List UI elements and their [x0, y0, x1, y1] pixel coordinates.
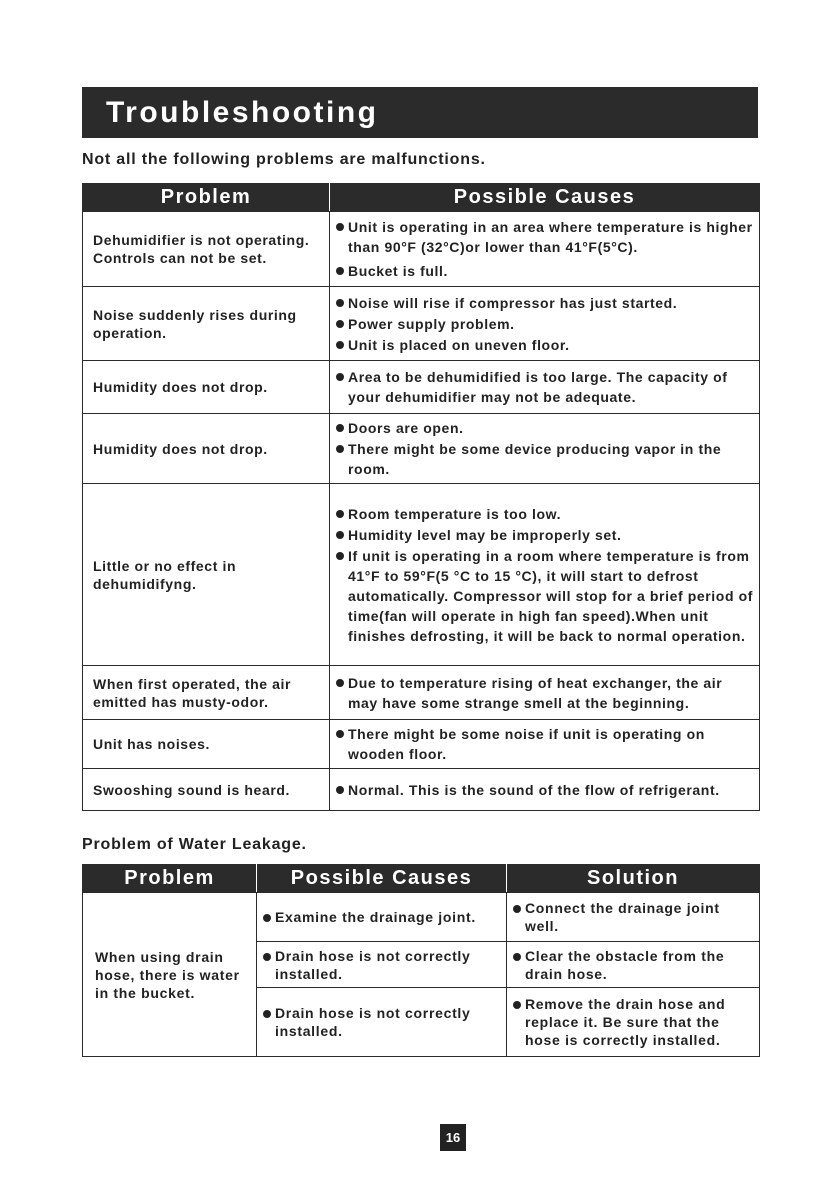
table-header-row	[83, 865, 760, 893]
table-header-row	[83, 184, 760, 212]
table-row	[83, 893, 760, 942]
cause-item: Examine the drainage joint.	[261, 908, 500, 926]
header-possible-causes: Possible Causes	[330, 184, 760, 212]
cause-item: Humidity level may be improperly set.	[334, 525, 755, 545]
cause-item: Area to be dehumidified is too large. The capacity of your dehumidifier may not be adequate.	[334, 367, 755, 407]
problem-cell: Noise suddenly rises during operation.	[83, 287, 330, 361]
causes-cell	[330, 769, 760, 811]
header-problem: Problem	[83, 184, 330, 212]
causes-cell	[330, 666, 760, 720]
cause-item: There might be some noise if unit is operating on wooden floor.	[334, 724, 755, 764]
header-possible-causes: Possible Causes	[257, 865, 507, 893]
cause-cell	[257, 988, 507, 1057]
table-row	[83, 484, 760, 666]
problem-cell: Swooshing sound is heard.	[83, 769, 330, 811]
causes-cell	[330, 361, 760, 414]
problem-cell: Little or no effect in dehumidifyng.	[83, 484, 330, 666]
cause-item: Normal. This is the sound of the flow of refrigerant.	[334, 780, 755, 800]
causes-cell	[330, 484, 760, 666]
solution-item: Remove the drain hose and replace it. Be sure that the hose is correctly installed.	[511, 995, 753, 1049]
cause-item: Room temperature is too low.	[334, 504, 755, 524]
solution-item: Connect the drainage joint well.	[511, 899, 753, 935]
water-leakage-heading: Problem of Water Leakage.	[82, 836, 307, 853]
problem-cell: Humidity does not drop.	[83, 361, 330, 414]
cause-item: Unit is placed on uneven floor.	[334, 335, 755, 355]
header-problem: Problem	[83, 865, 257, 893]
problem-cell: Unit has noises.	[83, 720, 330, 769]
cause-item: There might be some device producing vapor in the room.	[334, 439, 755, 479]
cause-item: Drain hose is not correctly installed.	[261, 1004, 500, 1040]
problem-cell: When first operated, the air emitted has musty-odor.	[83, 666, 330, 720]
table-row	[83, 287, 760, 361]
header-solution: Solution	[507, 865, 760, 893]
table-row	[83, 666, 760, 720]
cause-item: If unit is operating in a room where temperature is from 41°F to 59°F(5 °C to 15 °C), it will start to defrost automatically. Compressor will stop for a brief period of time(fan will operate in high fan speed).When unit finishes defrosting, it will be back to normal operation.	[334, 546, 755, 646]
cause-item: Bucket is full.	[334, 261, 755, 281]
cause-item: Unit is operating in an area where temperature is higher than 90°F (32°C)or lower than 41°F(5°C).	[334, 217, 755, 257]
cause-cell	[257, 942, 507, 988]
cause-item: Noise will rise if compressor has just started.	[334, 293, 755, 313]
problem-cell: Humidity does not drop.	[83, 414, 330, 484]
cause-cell	[257, 893, 507, 942]
solution-item: Clear the obstacle from the drain hose.	[511, 947, 753, 983]
cause-item: Power supply problem.	[334, 314, 755, 334]
solution-cell	[507, 942, 760, 988]
table-row	[83, 414, 760, 484]
causes-cell	[330, 720, 760, 769]
table-row	[83, 769, 760, 811]
cause-item: Drain hose is not correctly installed.	[261, 947, 500, 983]
problem-cell: When using drain hose, there is water in the bucket.	[83, 893, 257, 1057]
water-leakage-table	[82, 864, 760, 1057]
causes-cell	[330, 212, 760, 287]
cause-item: Doors are open.	[334, 418, 755, 438]
solution-cell	[507, 988, 760, 1057]
table-row	[83, 361, 760, 414]
troubleshooting-table	[82, 183, 760, 811]
page-title: Troubleshooting	[82, 87, 758, 138]
problem-cell: Dehumidifier is not operating. Controls can not be set.	[83, 212, 330, 287]
table-row	[83, 720, 760, 769]
cause-item: Due to temperature rising of heat exchanger, the air may have some strange smell at the beginning.	[334, 673, 755, 713]
intro-note: Not all the following problems are malfunctions.	[82, 151, 486, 168]
table-row	[83, 212, 760, 287]
causes-cell	[330, 414, 760, 484]
solution-cell	[507, 893, 760, 942]
page-number: 16	[440, 1124, 466, 1151]
causes-cell	[330, 287, 760, 361]
